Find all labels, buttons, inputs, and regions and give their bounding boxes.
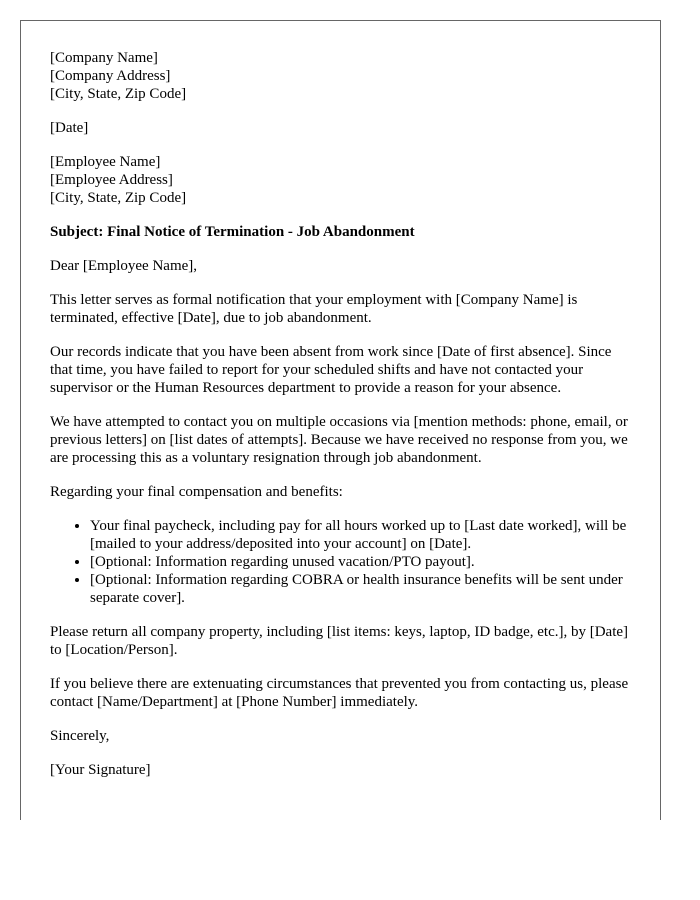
letter-date: [Date] xyxy=(50,120,89,136)
sender-company-name: [Company Name] xyxy=(50,50,158,66)
list-item: • Your final paycheck, including pay for all hours worked up to [Last date worked], will be [mailed to your address/deposited into your account] on [Date]. xyxy=(90,517,634,553)
signature: [Your Signature] xyxy=(50,762,151,778)
sender-city-state-zip: [City, State, Zip Code] xyxy=(50,86,187,102)
body-paragraph: We have attempted to contact you on multiple occasions via [mention methods: phone, email, or previous letters] on [list dates of attempts]. Because we have received no response from you, we are processing this as a voluntary resignation through job abandonment. xyxy=(50,414,628,466)
sender-company-address: [Company Address] xyxy=(50,68,171,84)
salutation: Dear [Employee Name], xyxy=(50,258,198,274)
body-paragraph: Regarding your final compensation and benefits: xyxy=(50,484,343,500)
recipient-employee-address: [Employee Address] xyxy=(50,172,173,188)
subject-line: Subject: Final Notice of Termination - Job Abandonment xyxy=(50,224,415,240)
letter-page xyxy=(20,20,661,820)
closing-paragraph: If you believe there are extenuating circumstances that prevented you from contacting us, please contact [Name/Department] at [Phone Number] immediately. xyxy=(50,676,629,710)
sender-address-block xyxy=(50,49,634,103)
list-item: • [Optional: Information regarding COBRA or health insurance benefits will be sent under separate cover]. xyxy=(90,571,634,607)
recipient-city-state-zip: [City, State, Zip Code] xyxy=(50,190,187,206)
body-paragraph: Our records indicate that you have been absent from work since [Date of first absence]. Since that time, you have failed to report for your scheduled shifts and have not contacted your supervisor or the Human Resources department to provide a reason for your absence. xyxy=(50,344,612,396)
termination-letter xyxy=(50,49,634,779)
recipient-address-block xyxy=(50,153,634,207)
closing-paragraph: Please return all company property, including [list items: keys, laptop, ID badge, etc.], by [Date] to [Location/Person]. xyxy=(50,624,629,658)
benefits-list xyxy=(50,517,634,607)
recipient-employee-name: [Employee Name] xyxy=(50,154,161,170)
list-item: • [Optional: Information regarding unused vacation/PTO payout]. xyxy=(90,553,634,571)
valediction: Sincerely, xyxy=(50,728,110,744)
body-paragraph: This letter serves as formal notification that your employment with [Company Name] is terminated, effective [Date], due to job abandonment. xyxy=(50,292,578,326)
